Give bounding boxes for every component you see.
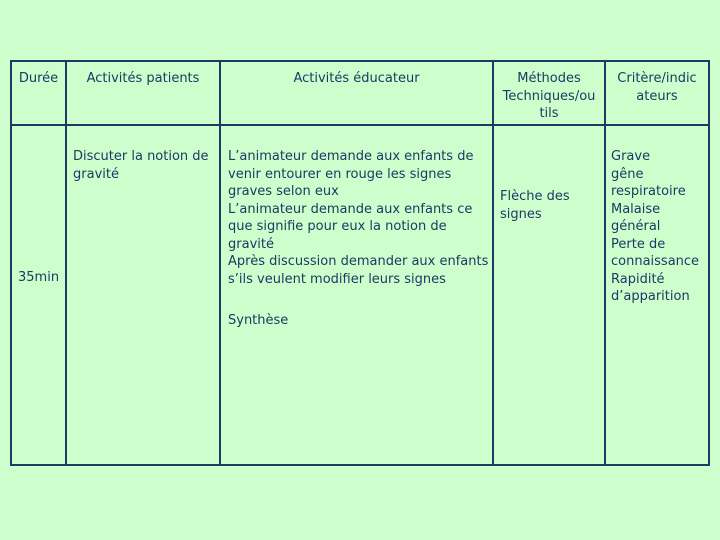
synthese-label: Synthèse bbox=[228, 313, 289, 328]
header-methodes: Méthodes Techniques/ou tils bbox=[502, 71, 596, 121]
header-critere: Critère/indic ateurs bbox=[617, 71, 697, 104]
header-duree: Durée bbox=[18, 71, 59, 86]
column-divider bbox=[219, 60, 221, 466]
column-divider bbox=[65, 60, 67, 466]
duree-value: 35min bbox=[18, 270, 60, 285]
column-divider bbox=[604, 60, 606, 466]
header-activites-educateur: Activités éducateur bbox=[293, 71, 420, 86]
activites-educateur-value: L’animateur demande aux enfants de venir entourer en rouge les signes graves selon eux L’animateur demande aux enfants ce que signifie pour eux la notion de gravité Après discussion demander aux enfants s’ils veulent modifier leurs signes bbox=[228, 149, 489, 287]
critere-value: Grave gêne respiratoire Malaise général Perte de connaissance Rapidité d’apparition bbox=[611, 149, 700, 304]
header-activites-patients: Activités patients bbox=[86, 71, 200, 86]
activites-patients-value: Discuter la notion de gravité bbox=[73, 149, 209, 182]
methodes-value: Flèche des signes bbox=[500, 189, 570, 222]
